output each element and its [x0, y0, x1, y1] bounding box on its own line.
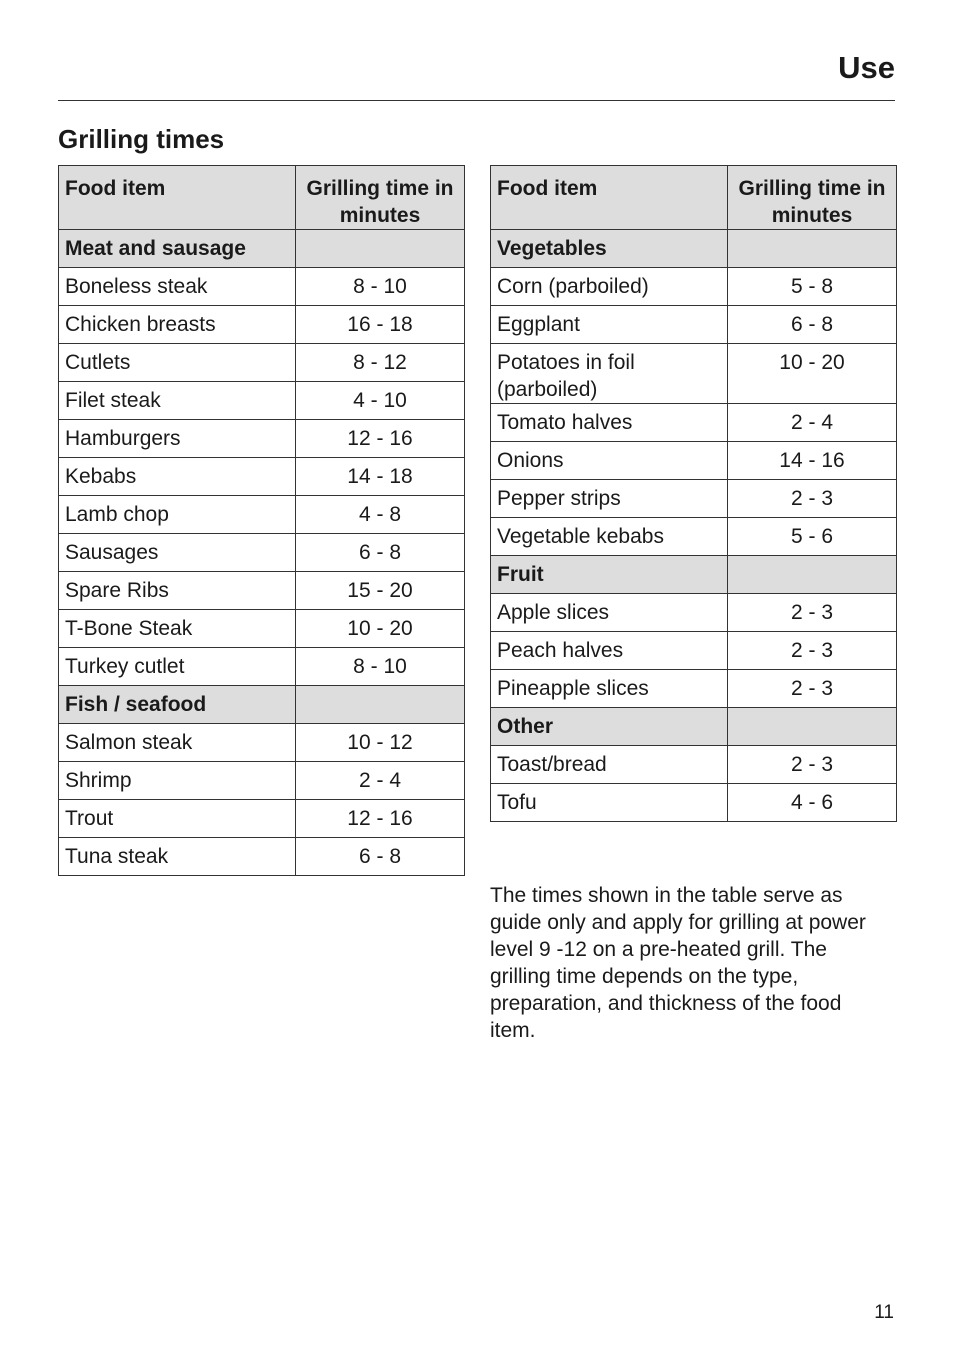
- table-row: [59, 610, 465, 648]
- category-name: Other: [491, 708, 728, 746]
- table-row: [491, 404, 897, 442]
- grilling-table-right: [490, 165, 897, 822]
- table-row: [59, 382, 465, 420]
- grilling-time: 4 - 10: [296, 382, 465, 420]
- food-name: Salmon steak: [59, 724, 296, 762]
- category-row: [491, 230, 897, 268]
- table-row: [491, 306, 897, 344]
- grilling-time: 2 - 3: [728, 632, 897, 670]
- grilling-time: 4 - 6: [728, 784, 897, 822]
- grilling-time: 16 - 18: [296, 306, 465, 344]
- food-name: Sausages: [59, 534, 296, 572]
- category-spacer: [296, 230, 465, 268]
- category-name: Vegetables: [491, 230, 728, 268]
- food-item-header: Food item: [491, 166, 728, 230]
- category-name: Fruit: [491, 556, 728, 594]
- grilling-time: 6 - 8: [296, 838, 465, 876]
- grilling-time: 10 - 20: [728, 344, 897, 404]
- grilling-time: 2 - 3: [728, 480, 897, 518]
- grilling-time: 6 - 8: [296, 534, 465, 572]
- grilling-time: 5 - 8: [728, 268, 897, 306]
- table-row: [59, 268, 465, 306]
- food-name: Spare Ribs: [59, 572, 296, 610]
- food-name: Turkey cutlet: [59, 648, 296, 686]
- food-name: Pineapple slices: [491, 670, 728, 708]
- grilling-table-left: [58, 165, 465, 876]
- category-spacer: [296, 686, 465, 724]
- table-row: [59, 496, 465, 534]
- header-rule: [58, 100, 895, 101]
- food-name: T-Bone Steak: [59, 610, 296, 648]
- food-name: Peach halves: [491, 632, 728, 670]
- food-name: Eggplant: [491, 306, 728, 344]
- food-name: Hamburgers: [59, 420, 296, 458]
- category-row: [59, 686, 465, 724]
- food-name: Lamb chop: [59, 496, 296, 534]
- table-row: [59, 762, 465, 800]
- category-name: Meat and sausage: [59, 230, 296, 268]
- table-row: [491, 344, 897, 404]
- table-row: [59, 344, 465, 382]
- table-row: [59, 534, 465, 572]
- table-row: [491, 632, 897, 670]
- grilling-time: 12 - 16: [296, 420, 465, 458]
- grilling-time: 2 - 3: [728, 746, 897, 784]
- food-name: Tofu: [491, 784, 728, 822]
- table-row: [491, 518, 897, 556]
- grilling-time: 10 - 20: [296, 610, 465, 648]
- table-header-row: [491, 166, 897, 230]
- food-name: Tomato halves: [491, 404, 728, 442]
- grilling-time: 14 - 16: [728, 442, 897, 480]
- table-header-row: [59, 166, 465, 230]
- table-row: [491, 442, 897, 480]
- grilling-time-header: Grilling time in minutes: [296, 166, 465, 230]
- category-row: [59, 230, 465, 268]
- grilling-time: 4 - 8: [296, 496, 465, 534]
- food-name: Filet steak: [59, 382, 296, 420]
- table-row: [491, 480, 897, 518]
- category-row: [491, 708, 897, 746]
- grilling-time: 2 - 3: [728, 594, 897, 632]
- grilling-time: 8 - 10: [296, 648, 465, 686]
- category-spacer: [728, 708, 897, 746]
- grilling-time: 15 - 20: [296, 572, 465, 610]
- table-row: [59, 648, 465, 686]
- food-name: Cutlets: [59, 344, 296, 382]
- category-name: Fish / seafood: [59, 686, 296, 724]
- table-row: [491, 784, 897, 822]
- section-title: Use: [838, 50, 895, 85]
- food-item-header: Food item: [59, 166, 296, 230]
- table-row: [491, 746, 897, 784]
- food-name: Boneless steak: [59, 268, 296, 306]
- food-name: Trout: [59, 800, 296, 838]
- table-row: [491, 594, 897, 632]
- grilling-time: 10 - 12: [296, 724, 465, 762]
- grilling-time-header: Grilling time in minutes: [728, 166, 897, 230]
- grilling-note: The times shown in the table serve as guide only and apply for grilling at power level 9 -12 on a pre-heated grill. The grilling time depends on the type, preparation, and thickness of the food item.: [490, 884, 866, 1042]
- page-heading: Grilling times: [58, 124, 225, 154]
- table-row: [491, 268, 897, 306]
- page-number: 11: [874, 1302, 894, 1323]
- grilling-time: 2 - 3: [728, 670, 897, 708]
- category-row: [491, 556, 897, 594]
- food-name: Pepper strips: [491, 480, 728, 518]
- table-row: [59, 420, 465, 458]
- grilling-time: 8 - 10: [296, 268, 465, 306]
- grilling-time: 6 - 8: [728, 306, 897, 344]
- grilling-time: 8 - 12: [296, 344, 465, 382]
- category-spacer: [728, 230, 897, 268]
- grilling-time: 14 - 18: [296, 458, 465, 496]
- table-row: [59, 458, 465, 496]
- grilling-time: 2 - 4: [728, 404, 897, 442]
- food-name: Onions: [491, 442, 728, 480]
- table-row: [59, 572, 465, 610]
- food-name: Potatoes in foil (parboiled): [491, 344, 728, 404]
- food-name: Apple slices: [491, 594, 728, 632]
- food-name: Toast/bread: [491, 746, 728, 784]
- table-row: [59, 800, 465, 838]
- grilling-time: 12 - 16: [296, 800, 465, 838]
- table-row: [59, 838, 465, 876]
- table-row: [59, 306, 465, 344]
- food-name: Kebabs: [59, 458, 296, 496]
- food-name: Corn (parboiled): [491, 268, 728, 306]
- food-name: Tuna steak: [59, 838, 296, 876]
- table-row: [491, 670, 897, 708]
- food-name: Chicken breasts: [59, 306, 296, 344]
- category-spacer: [728, 556, 897, 594]
- table-row: [59, 724, 465, 762]
- food-name: Shrimp: [59, 762, 296, 800]
- food-name: Vegetable kebabs: [491, 518, 728, 556]
- grilling-time: 5 - 6: [728, 518, 897, 556]
- grilling-time: 2 - 4: [296, 762, 465, 800]
